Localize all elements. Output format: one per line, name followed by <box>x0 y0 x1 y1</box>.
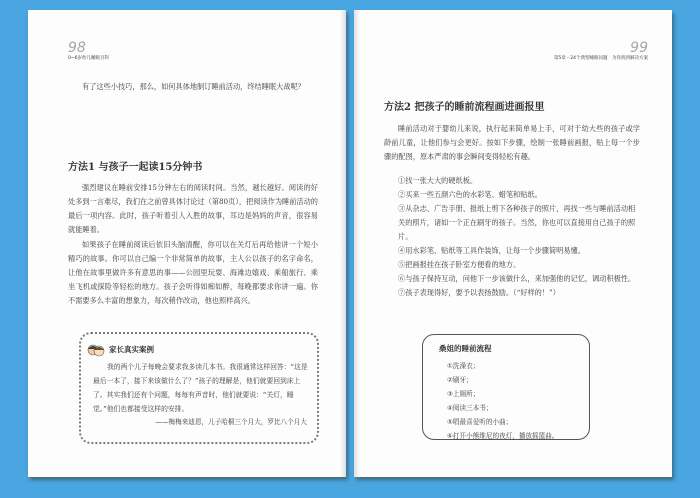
list-item: ⑥打开小熊维尼的夜灯，播放摇篮曲。 <box>447 432 559 440</box>
page-spine-shadow <box>340 10 346 477</box>
parent-case-box <box>79 332 319 444</box>
running-head: 第5章・24个典型睡眠问题 为你找到解决方案 <box>553 56 648 61</box>
list-item: ④阅读三本书； <box>447 404 493 412</box>
body-paragraph: 如果孩子在睡前阅读后依旧头脑清醒，你可以在关灯后再给他讲一个短小精巧的故事。你可以自己编一个非常简单的故事，主人公以孩子的名字命名，让他在故事里做许多有意思的事——公园里玩耍、海滩边嬉戏、乘船旅行、乘坐飞机或探险等轻松的地方。孩子会听得如痴如醉，每晚都要求你讲一遍。你不需要多么丰富的想象力，每次稍作改动，他也照样高兴。 <box>68 240 318 305</box>
page-number: 98 <box>68 40 86 56</box>
case-box-text: 我的两个儿子每晚会要求我多读几本书。我很通常这样回答：“这是最后一本了，接下来该做什么了？”孩子的理解是，他们就要回到床上了。其实我们还有个问题，每每有声音时，他们就要说：“关灯，睡觉。”他们也都接受这样的安排。 <box>93 363 308 413</box>
routine-box-title: 桑姐的睡前流程 <box>439 344 492 353</box>
list-item: ⑤把画报挂在孩子卧室方便看的地方。 <box>398 260 521 269</box>
list-item: ⑦孩子表现得好，要予以表扬鼓励。（“好样的！”） <box>398 288 560 297</box>
section-heading: 方法2 把孩子的睡前流程画进画报里 <box>384 102 545 113</box>
list-item: ⑤唱最喜爱听的小曲； <box>447 418 513 426</box>
running-head: 0~6岁幼儿睡眠百科 <box>68 56 109 61</box>
section-heading: 方法1 与孩子一起读15分钟书 <box>68 162 203 173</box>
body-paragraph: 强烈建议在睡前安排15分钟左右的阅读时间。当然，越长越好。阅读的好处多到一言难尽，我们在之前曾具体讨论过（第80页），把阅读作为睡前活动的最后一项内容。此时，孩子听着引人入胜的故事，耳边是妈妈的声音，很容易就能睡着。 <box>68 183 318 234</box>
page-spine-shadow <box>354 10 360 477</box>
left-page <box>28 10 346 477</box>
routine-steps <box>447 359 558 443</box>
intro-paragraph: 有了这些小技巧，那么，如何具体地制订睡前活动，终结睡眠大战呢？ <box>82 82 305 91</box>
list-item: ②刷牙； <box>447 376 473 384</box>
list-item: ③从杂志、广告手册、报纸上剪下各种孩子的照片，再找一些与睡前活动相关的照片，诸如一个正在刷牙的孩子。当然，你也可以直接用自己孩子的照片。 <box>398 204 636 241</box>
case-box-signature: ——梅梅来迪恩，儿子哈桐三个月大，罗比八个月大 <box>155 418 307 426</box>
list-item: ①洗澡衣； <box>447 362 480 370</box>
case-box-title: 家长真实案例 <box>109 345 154 354</box>
list-item: ①找一张大大的硬纸板。 <box>398 176 478 185</box>
steps-list <box>398 174 640 300</box>
body-paragraph: 睡前活动对于婴幼儿来说，执行起来简单易上手，可对于幼大些的孩子或学龄前儿童，让他们参与会更好。按如下步骤，绘制一张睡前画报，贴上每一个步骤的配图，原本严肃的事会瞬间变得轻松有趣。 <box>384 124 640 161</box>
list-item: ③上厕所； <box>447 390 480 398</box>
list-item: ④用水彩笔、贴纸等工具作装饰，让每一个步骤简明易懂。 <box>398 246 585 255</box>
page-number: 99 <box>630 40 648 56</box>
list-item: ②买来一些五颜六色的水彩笔、蜡笔和贴纸。 <box>398 190 542 199</box>
list-item: ⑥与孩子保持互动，问他下一步该做什么，来加强他的记忆，调动积极性。 <box>398 274 636 283</box>
routine-box <box>422 334 590 440</box>
right-page <box>354 10 672 477</box>
